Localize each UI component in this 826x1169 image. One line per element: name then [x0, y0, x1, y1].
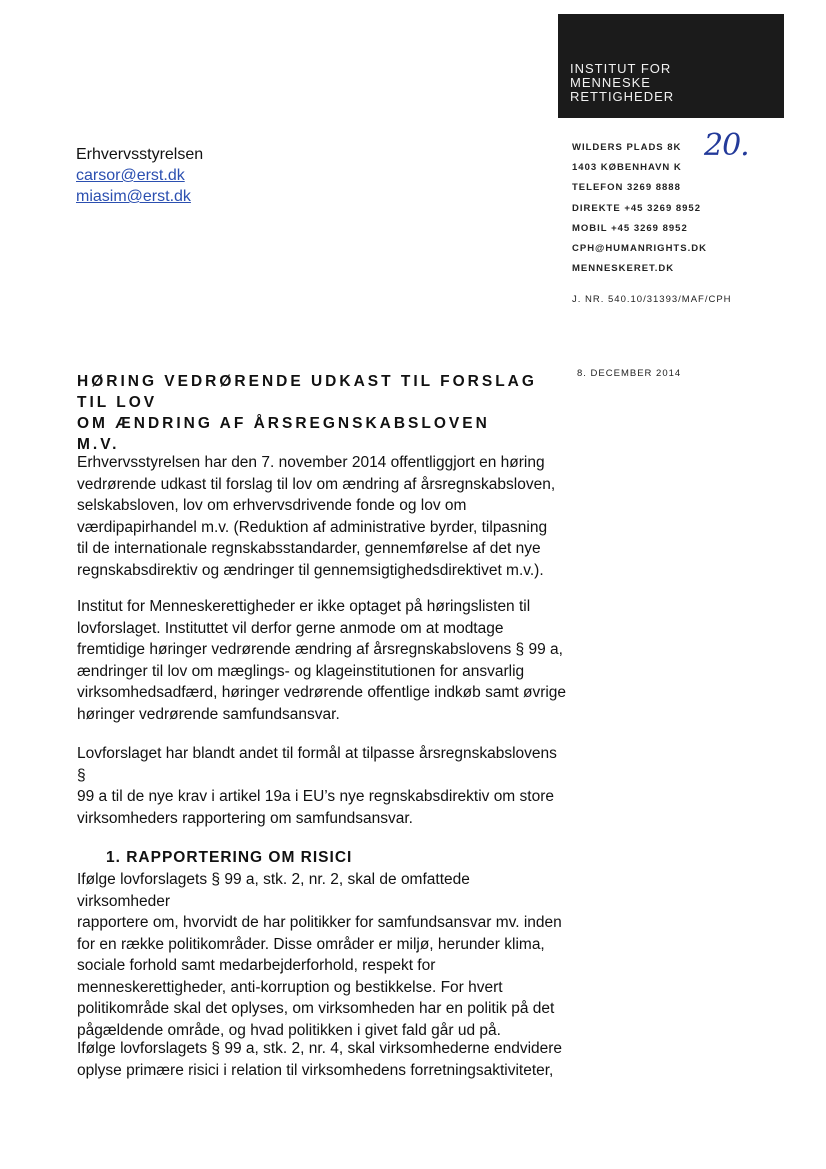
recipient-name: Erhvervsstyrelsen — [76, 146, 204, 163]
text-line: pågældende område, og hvad politikken i givet fald går ud på. — [77, 1021, 501, 1039]
text-line: Erhvervsstyrelsen har den 7. november 2014 offentliggjort en høring — [77, 454, 545, 471]
paragraph-section1-cont — [77, 1038, 567, 1081]
text-line: ændringer til lov om mæglings- og klageinstitutionen for ansvarlig — [77, 662, 525, 680]
paragraph-intro — [77, 452, 567, 581]
document-title — [77, 371, 557, 455]
recipient-block — [76, 144, 203, 207]
text-line: værdipapirhandel m.v. (Reduktion af administrative byrder, tilpasning — [77, 518, 548, 536]
logo-line-1: INSTITUT FOR — [570, 61, 672, 76]
text-line: lovforslaget. Instituttet vil derfor gerne anmode om at modtage — [77, 619, 504, 637]
contact-email: CPH@HUMANRIGHTS.DK — [572, 243, 707, 255]
recipient-email-2[interactable]: miasim@erst.dk — [76, 188, 191, 205]
text-line: 99 a til de nye krav i artikel 19a i EU’s nye regnskabsdirektiv om store — [77, 788, 554, 805]
text-line: selskabsloven, lov om erhvervsdrivende fonde og lov om — [77, 497, 467, 514]
text-line: sociale forhold samt medarbejderforhold, respekt for — [77, 957, 436, 974]
paragraph-section1 — [77, 869, 567, 1041]
contact-direct: DIREKTE +45 3269 8952 — [572, 202, 701, 214]
title-line-3: M.V. — [77, 436, 120, 453]
text-line: regnskabsdirektiv og ændringer til gennemsigtighedsdirektivet m.v.). — [77, 561, 544, 579]
text-line: vedrørende udkast til forslag til lov om ændring af årsregnskabsloven, — [77, 475, 556, 493]
text-line: Lovforslaget har blandt andet til formål at tilpasse årsregnskabslovens § — [77, 745, 557, 784]
text-line: for en række politikområder. Disse områder er miljø, herunder klima, — [77, 935, 545, 953]
text-line: virksomhedsadfærd, høringer vedrørende offentlige indkøb samt øvrige — [77, 684, 567, 701]
text-line: politikområde skal det oplyses, om virksomheden har en politik på det — [77, 1000, 555, 1017]
recipient-email-1[interactable]: carsor@erst.dk — [76, 167, 185, 184]
text-line: virksomheders rapportering om samfundsansvar. — [77, 809, 413, 827]
logo-line-3: RETTIGHEDER — [570, 89, 675, 104]
text-line: rapportere om, hvorvidt de har politikker for samfundsansvar mv. inden — [77, 914, 562, 931]
text-line: Institut for Menneskerettigheder er ikke optaget på høringslisten til — [77, 598, 531, 615]
text-line: til de internationale regnskabsstandarder, gennemførelse af det nye — [77, 540, 541, 557]
contact-address: WILDERS PLADS 8K — [572, 142, 682, 153]
text-line: fremtidige høringer vedrørende ændring af årsregnskabslovens § 99 a, — [77, 641, 563, 658]
title-line-2: OM ÆNDRING AF ÅRSREGNSKABSLOVEN — [77, 415, 490, 432]
text-line: høringer vedrørende samfundsansvar. — [77, 705, 340, 723]
text-line: menneskerettigheder, anti-korruption og bestikkelse. For hvert — [77, 978, 503, 996]
contact-block — [572, 138, 707, 279]
contact-phone: TELEFON 3269 8888 — [572, 182, 681, 194]
contact-website: MENNESKERET.DK — [572, 263, 675, 275]
journal-number: J. NR. 540.10/31393/MAF/CPH — [572, 294, 732, 305]
text-line: Ifølge lovforslagets § 99 a, stk. 2, nr. 2, skal de omfattede virksomheder — [77, 871, 470, 910]
text-line: Ifølge lovforslagets § 99 a, stk. 2, nr. 4, skal virksomhederne endvidere — [77, 1040, 563, 1057]
letter-date: 8. DECEMBER 2014 — [577, 368, 682, 379]
institute-logo — [558, 14, 784, 118]
text-line: oplyse primære risici i relation til virksomhedens forretningsaktiviteter, — [77, 1061, 554, 1079]
logo-line-2: MENNESKE — [570, 75, 651, 90]
handwritten-number: 20. — [704, 128, 749, 163]
paragraph-purpose — [77, 743, 567, 829]
contact-city: 1403 KØBENHAVN K — [572, 162, 682, 174]
title-line-1: HØRING VEDRØRENDE UDKAST TIL FORSLAG TIL LOV — [77, 373, 537, 411]
contact-mobile: MOBIL +45 3269 8952 — [572, 222, 688, 234]
paragraph-hearing-list — [77, 596, 567, 725]
section-heading-risici: 1. RAPPORTERING OM RISICI — [106, 849, 353, 866]
